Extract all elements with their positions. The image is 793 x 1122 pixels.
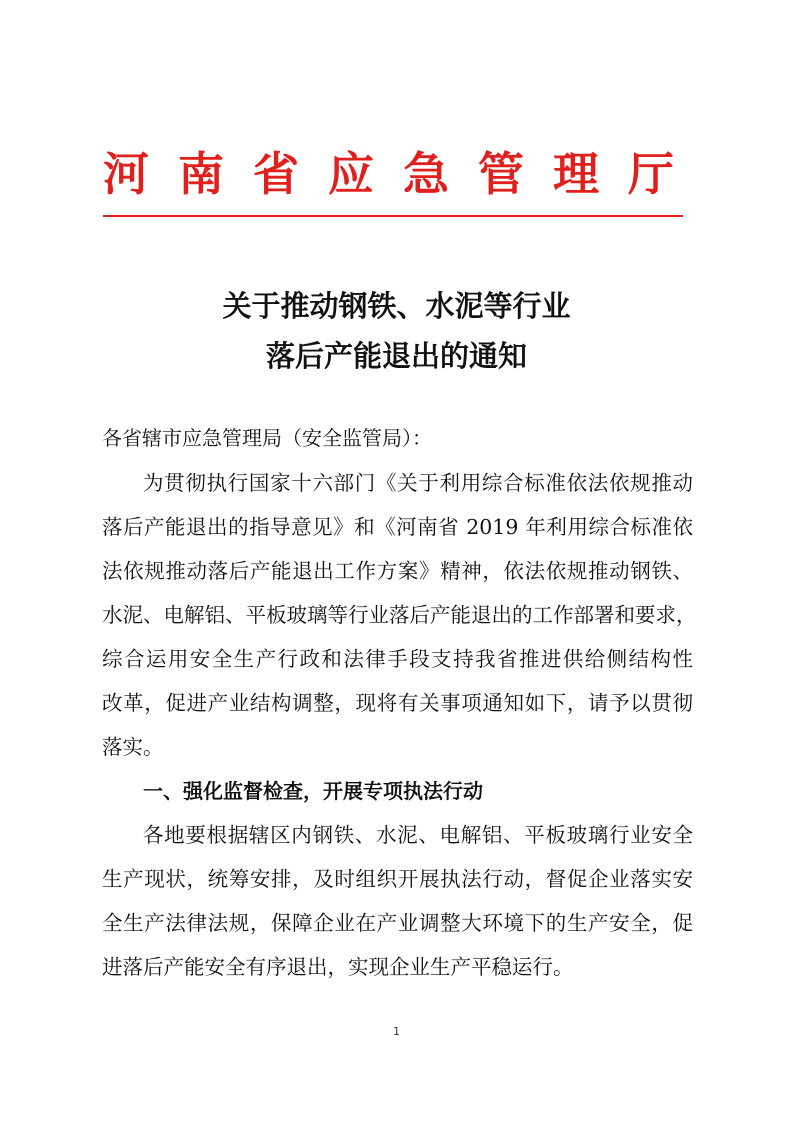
title-line-1: 关于推动钢铁、水泥等行业	[222, 289, 571, 323]
paragraph-2-line: 各地要根据辖区内钢铁、水泥、电解铝、平板玻璃行业安全	[143, 823, 693, 847]
paragraph-1-line: 综合运用安全生产行政和法律手段支持我省推进供给侧结构性	[102, 647, 693, 671]
section-1-heading: 一、强化监督检查，开展专项执法行动	[143, 779, 483, 803]
issuer-header: 河南省应急管理厅	[103, 147, 703, 201]
paragraph-2-line: 生产现状，统筹安排，及时组织开展执法行动，督促企业落实安	[102, 867, 693, 891]
paragraph-1-line: 落实。	[102, 735, 164, 759]
page-number: 1	[393, 1025, 400, 1038]
title-line-2: 落后产能退出的通知	[265, 339, 527, 373]
paragraph-2-line: 全生产法律法规，保障企业在产业调整大环境下的生产安全，促	[102, 911, 693, 935]
paragraph-1-line: 水泥、电解铝、平板玻璃等行业落后产能退出的工作部署和要求，	[102, 603, 697, 627]
paragraph-1-line: 落后产能退出的指导意见》和《河南省 2019 年利用综合标准依	[102, 515, 693, 539]
addressee: 各省辖市应急管理局（安全监管局）：	[102, 426, 432, 450]
document-title	[100, 281, 693, 381]
paragraph-1-line: 改革，促进产业结构调整，现将有关事项通知如下，请予以贯彻	[102, 691, 693, 715]
paragraph-1-line: 为贯彻执行国家十六部门《关于利用综合标准依法依规推动	[143, 471, 693, 495]
header-red-rule	[103, 215, 683, 217]
paragraph-1-line: 法依规推动落后产能退出工作方案》精神，依法依规推动钢铁、	[102, 559, 693, 583]
paragraph-2-line: 进落后产能安全有序退出，实现企业生产平稳运行。	[102, 955, 574, 979]
